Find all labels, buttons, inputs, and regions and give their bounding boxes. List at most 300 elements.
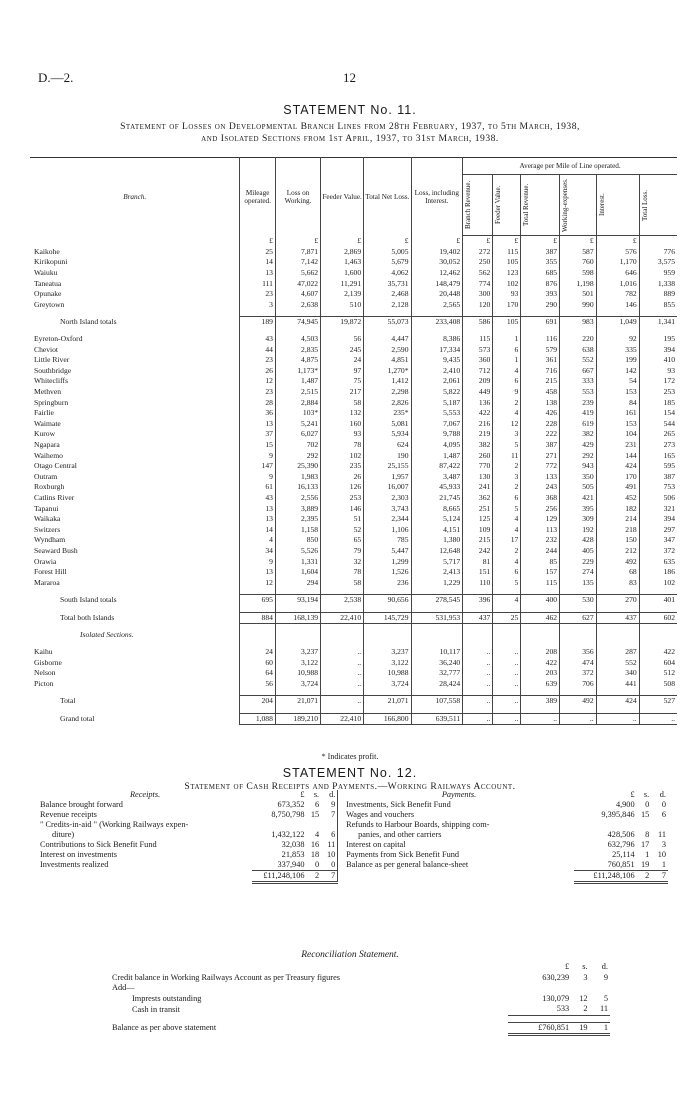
value-cell: 43: [240, 334, 276, 345]
payment-pounds: [574, 820, 637, 830]
value-cell: ..: [639, 713, 677, 725]
value-cell: 87,422: [411, 461, 463, 472]
value-cell: 889: [663, 289, 675, 299]
table-row: [30, 546, 677, 557]
branch-name: Waikaka: [30, 514, 240, 525]
value-cell: 55,073: [364, 317, 411, 328]
value-cell: 37: [240, 429, 276, 440]
value-cell: 81: [463, 556, 493, 567]
statement-12-subtitle: Statement of Cash Receipts and Payments.—Working Railways Account.: [184, 781, 516, 792]
value-cell: 251: [463, 503, 493, 514]
value-cell: 1,604: [275, 567, 320, 578]
payment-label: Wages and vouchers: [346, 810, 415, 819]
recon-total-pence: 1: [590, 1022, 610, 1035]
value-cell: [463, 630, 493, 641]
recon-pounds: 630,239: [542, 972, 570, 982]
value-cell: 4: [240, 535, 276, 546]
value-cell: 56: [321, 334, 364, 345]
payment-shillings: 8: [645, 830, 650, 839]
value-cell: 1,049: [596, 317, 639, 328]
value-cell: 10,988: [364, 668, 411, 679]
value-cell: 79: [321, 546, 364, 557]
value-cell: 217: [321, 387, 364, 398]
value-cell: 126: [321, 482, 364, 493]
value-cell: ..: [493, 679, 521, 690]
value-cell: 1: [493, 334, 521, 345]
value-cell: 943: [560, 461, 597, 472]
table-row: [30, 397, 677, 408]
value-cell: 278,545: [411, 595, 463, 606]
value-cell: 253: [321, 493, 364, 504]
value-cell: 5,241: [275, 419, 320, 430]
value-cell: 410: [663, 355, 675, 365]
value-cell: [521, 630, 560, 641]
value-cell: 4: [493, 556, 521, 567]
payment-pence: 10: [657, 850, 666, 859]
value-cell: 990: [560, 300, 597, 311]
value-cell: 1,106: [364, 524, 411, 535]
value-cell: 2,061: [411, 376, 463, 387]
value-cell: 102: [493, 278, 521, 289]
value-cell: 1,487: [411, 450, 463, 461]
value-cell: 111: [240, 278, 276, 289]
recon-total-pounds: £760,851: [508, 1022, 571, 1035]
receipt-pounds: 21,853: [281, 850, 305, 859]
payment-pounds: 760,851: [607, 860, 635, 869]
payment-pence: 7: [651, 871, 668, 883]
value-cell: 54: [596, 376, 639, 387]
value-cell: 2,556: [275, 493, 320, 504]
value-cell: ..: [560, 713, 597, 725]
value-cell: 855: [663, 299, 675, 309]
value-cell: 706: [560, 679, 597, 690]
value-cell: 189: [240, 317, 276, 328]
value-cell: 760: [560, 257, 597, 268]
branch-name: Gisborne: [30, 657, 240, 668]
value-cell: 21,745: [411, 493, 463, 504]
payment-pence: 1: [661, 860, 666, 869]
statement-11-title: STATEMENT No. 11.: [283, 103, 417, 117]
value-cell: 208: [521, 647, 560, 658]
value-cell: [411, 630, 463, 641]
value-cell: [493, 630, 521, 641]
value-cell: 85: [521, 556, 560, 567]
reconciliation-title: Reconciliation Statement.: [301, 950, 399, 960]
value-cell: 1,957: [364, 471, 411, 482]
recon-pence: 5: [603, 993, 608, 1003]
value-cell: 3,724: [275, 679, 320, 690]
value-cell: 10,117: [411, 647, 463, 658]
lsd-pence: d.: [601, 962, 608, 972]
value-cell: 65: [321, 535, 364, 546]
value-cell: 401: [639, 595, 677, 606]
header-total-loss: Total Loss.: [640, 189, 649, 221]
value-cell: 389: [521, 696, 560, 707]
value-cell: 90,656: [364, 595, 411, 606]
value-cell: ..: [493, 657, 521, 668]
value-cell: 107,558: [411, 696, 463, 707]
branch-name: Outram: [30, 471, 240, 482]
value-cell: 93: [493, 289, 521, 300]
value-cell: [364, 630, 411, 641]
isolated-heading-row: [30, 630, 677, 641]
value-cell: 292: [560, 450, 597, 461]
table-row: [30, 344, 677, 355]
value-cell: 220: [560, 334, 597, 345]
branch-name: Otago Central: [30, 461, 240, 472]
receipt-pounds: 1,432,122: [271, 830, 305, 839]
value-cell: 273: [663, 439, 675, 449]
value-cell: 3: [493, 429, 521, 440]
value-cell: 190: [364, 450, 411, 461]
value-cell: 256: [521, 503, 560, 514]
value-cell: 5,447: [364, 546, 411, 557]
lsd-shillings: s.: [582, 962, 588, 972]
value-cell: 14: [240, 524, 276, 535]
value-cell: 4,607: [275, 289, 320, 300]
value-cell: 265: [663, 429, 675, 439]
cash-row: [38, 830, 668, 840]
value-cell: 56: [240, 679, 276, 690]
value-cell: 505: [560, 482, 597, 493]
value-cell: ..: [463, 657, 493, 668]
value-cell: 1,229: [411, 577, 463, 588]
value-cell: 228: [521, 419, 560, 430]
value-cell: 6: [493, 344, 521, 355]
value-cell: [321, 630, 364, 641]
value-cell: 36,240: [411, 657, 463, 668]
value-cell: 28: [240, 397, 276, 408]
value-cell: 4: [493, 514, 521, 525]
receipt-pence: 6: [331, 830, 336, 839]
branch-name: Kaikohe: [30, 247, 240, 258]
table-row: [30, 647, 677, 658]
value-cell: 362: [463, 493, 493, 504]
value-cell: 25: [493, 612, 521, 624]
value-cell: 25: [240, 247, 276, 258]
recon-shillings: [571, 983, 589, 994]
value-cell: 161: [596, 408, 639, 419]
spacer-row: [110, 1015, 610, 1022]
value-cell: 6: [493, 376, 521, 387]
value-cell: 4: [493, 408, 521, 419]
both-islands-total-row: [30, 612, 677, 624]
value-cell: 165: [663, 450, 675, 460]
value-cell: 3,743: [364, 503, 411, 514]
cash-row: [38, 810, 668, 820]
value-cell: 102: [321, 450, 364, 461]
receipt-pence: 0: [331, 860, 336, 869]
header-loss-working: Loss on Working.: [275, 158, 320, 236]
value-cell: 154: [663, 408, 675, 418]
receipt-pence: 9: [331, 800, 336, 809]
recon-row: [110, 994, 610, 1005]
table-row: [30, 450, 677, 461]
value-cell: 157: [521, 567, 560, 578]
value-cell: 244: [521, 546, 560, 557]
value-cell: ..: [321, 647, 364, 658]
header-average-group: Average per Mile of Line operated.: [463, 158, 677, 175]
receipt-shillings: 0: [314, 860, 320, 869]
payment-label: Payments from Sick Benefit Fund: [346, 850, 460, 859]
value-cell: 192: [560, 524, 597, 535]
value-cell: 2,590: [364, 344, 411, 355]
value-cell: 4,875: [275, 355, 320, 366]
header-total-net-loss: Total Net Loss.: [364, 158, 411, 236]
value-cell: 646: [596, 268, 639, 279]
value-cell: 195: [663, 334, 675, 344]
payment-label: Investments, Sick Benefit Fund: [346, 800, 451, 809]
table-row: [30, 556, 677, 567]
value-cell: 2,638: [275, 300, 320, 311]
recon-label: [110, 962, 508, 973]
value-cell: 492: [596, 556, 639, 567]
value-cell: 130: [463, 471, 493, 482]
value-cell: 75: [321, 376, 364, 387]
payment-shillings: 19: [640, 860, 650, 869]
payment-shillings: 15: [640, 810, 650, 819]
header-loss-interest: Loss, including Interest.: [411, 158, 463, 236]
payment-pounds: 4,900: [615, 800, 635, 809]
value-cell: 2,869: [321, 247, 364, 258]
recon-row: [110, 983, 610, 994]
value-cell: 4,503: [275, 334, 320, 345]
value-cell: 2,538: [321, 595, 364, 606]
value-cell: 144: [596, 450, 639, 461]
value-cell: 300: [463, 289, 493, 300]
branch-name: Grand total: [30, 713, 240, 725]
value-cell: 712: [463, 366, 493, 377]
value-cell: 2,139: [321, 289, 364, 300]
value-cell: 204: [240, 696, 276, 707]
payment-pounds: 9,395,846: [601, 810, 635, 819]
value-cell: 3,575: [657, 257, 675, 267]
value-cell: 243: [521, 482, 560, 493]
value-cell: 667: [560, 366, 597, 377]
value-cell: ..: [463, 668, 493, 679]
value-cell: 387: [521, 440, 560, 451]
receipt-pounds: 337,940: [277, 860, 305, 869]
value-cell: 638: [560, 344, 597, 355]
value-cell: 1,380: [411, 535, 463, 546]
value-cell: 84: [596, 397, 639, 408]
payment-shillings: 2: [637, 871, 652, 883]
value-cell: 250: [463, 257, 493, 268]
value-cell: 147: [240, 461, 276, 472]
value-cell: 151: [463, 567, 493, 578]
value-cell: 64: [240, 668, 276, 679]
value-cell: 105: [493, 257, 521, 268]
value-cell: 785: [364, 535, 411, 546]
value-cell: 422: [663, 647, 675, 657]
table-row: [30, 679, 677, 690]
cash-row: [38, 840, 668, 850]
receipt-pence: [321, 820, 338, 830]
value-cell: 6,027: [275, 429, 320, 440]
recon-total-label: Balance as per above statement: [112, 1023, 217, 1033]
value-cell: 172: [663, 376, 675, 386]
value-cell: 850: [275, 535, 320, 546]
value-cell: 2,468: [364, 289, 411, 300]
value-cell: 7,142: [275, 257, 320, 268]
value-cell: 4,447: [364, 334, 411, 345]
value-cell: 115: [493, 247, 521, 258]
value-cell: 530: [560, 595, 597, 606]
value-cell: ..: [493, 696, 521, 707]
value-cell: 604: [663, 657, 675, 667]
branch-name: Mararoa: [30, 577, 240, 588]
currency-symbol: £: [321, 236, 364, 247]
value-cell: 449: [463, 387, 493, 398]
value-cell: ..: [463, 713, 493, 725]
table-row: [30, 429, 677, 440]
value-cell: 102: [663, 577, 675, 587]
value-cell: 145,729: [364, 612, 411, 624]
subtitle-line-1: Statement of Losses on Developmental Branch Lines from 28th February, 1937, to 5th March, 1938,: [120, 121, 580, 132]
value-cell: 2,826: [364, 397, 411, 408]
value-cell: 22,410: [321, 713, 364, 725]
payment-pounds: 25,114: [612, 850, 635, 859]
value-cell: 426: [521, 408, 560, 419]
value-cell: ..: [321, 668, 364, 679]
value-cell: 14: [240, 257, 276, 268]
branch-name: Waimate: [30, 419, 240, 430]
value-cell: 753: [663, 482, 675, 492]
payment-shillings: [637, 820, 652, 830]
payment-label: [344, 871, 574, 883]
value-cell: 774: [463, 278, 493, 289]
value-cell: 553: [560, 387, 597, 398]
lsd-pounds: £: [630, 790, 635, 799]
table-row: [30, 668, 677, 679]
recon-pounds: [508, 983, 571, 994]
value-cell: 396: [463, 595, 493, 606]
branch-name: Southbridge: [30, 366, 240, 377]
value-cell: 691: [521, 317, 560, 328]
receipts-heading: Receipts.: [129, 790, 161, 799]
value-cell: 12: [240, 577, 276, 588]
receipt-pounds: £11,248,106: [252, 871, 306, 883]
value-cell: ..: [463, 696, 493, 707]
value-cell: 142: [596, 366, 639, 377]
receipt-label: Investments realized: [40, 860, 109, 870]
value-cell: 185: [663, 397, 675, 407]
value-cell: 103*: [275, 408, 320, 419]
cash-total-row: [38, 871, 668, 883]
receipt-shillings: 2: [307, 871, 322, 883]
value-cell: 23: [240, 289, 276, 300]
footnote-profit: * Indicates profit.: [321, 752, 379, 761]
value-cell: 387: [663, 471, 675, 481]
receipt-label: [38, 871, 252, 883]
value-cell: 3: [493, 471, 521, 482]
value-cell: 189,210: [275, 713, 320, 725]
table-row: [30, 567, 677, 578]
value-cell: 506: [663, 492, 675, 502]
value-cell: 120: [463, 300, 493, 311]
value-cell: 360: [463, 355, 493, 366]
value-cell: 510: [321, 300, 364, 311]
value-cell: 716: [521, 366, 560, 377]
currency-symbol: £: [493, 236, 521, 247]
value-cell: [240, 630, 276, 641]
value-cell: 271: [521, 450, 560, 461]
value-cell: 245: [321, 344, 364, 355]
receipt-shillings: 18: [310, 850, 320, 859]
value-cell: 125: [463, 514, 493, 525]
currency-symbol: [639, 236, 677, 247]
value-cell: 4: [493, 595, 521, 606]
value-cell: 93,194: [275, 595, 320, 606]
value-cell: 405: [560, 546, 597, 557]
value-cell: 17: [493, 535, 521, 546]
cash-row: [38, 800, 668, 810]
value-cell: 602: [639, 612, 677, 624]
value-cell: 13: [240, 567, 276, 578]
value-cell: 12,648: [411, 546, 463, 557]
header-mileage: Mileage operated.: [240, 158, 276, 236]
value-cell: 702: [275, 440, 320, 451]
value-cell: 1,526: [364, 567, 411, 578]
value-cell: 150: [596, 535, 639, 546]
value-cell: 5,822: [411, 387, 463, 398]
value-cell: 772: [521, 461, 560, 472]
value-cell: 595: [663, 461, 675, 471]
value-cell: 356: [560, 647, 597, 658]
value-cell: 93: [321, 429, 364, 440]
grand-total-row: [30, 713, 677, 725]
payment-shillings: 1: [645, 850, 650, 859]
value-cell: 4,062: [364, 268, 411, 279]
table-row: [30, 268, 677, 279]
value-cell: 552: [560, 355, 597, 366]
value-cell: 387: [521, 247, 560, 258]
isolated-total-row: [30, 696, 677, 707]
value-cell: 1,170: [596, 257, 639, 268]
value-cell: 160: [321, 419, 364, 430]
value-cell: 598: [560, 268, 597, 279]
value-cell: 5,187: [411, 397, 463, 408]
value-cell: 1,173*: [275, 366, 320, 377]
table-row: [30, 247, 677, 258]
value-cell: 132: [321, 408, 364, 419]
value-cell: 8,665: [411, 503, 463, 514]
value-cell: 531,953: [411, 612, 463, 624]
value-cell: 78: [321, 567, 364, 578]
value-cell: 382: [560, 429, 597, 440]
losses-table: [30, 157, 677, 725]
value-cell: 13: [240, 419, 276, 430]
value-cell: ..: [321, 657, 364, 668]
value-cell: ..: [463, 647, 493, 658]
value-cell: 129: [521, 514, 560, 525]
value-cell: 292: [275, 450, 320, 461]
value-cell: 11: [493, 450, 521, 461]
value-cell: 1,270*: [364, 366, 411, 377]
branch-name: Kirikopuni: [30, 257, 240, 268]
value-cell: 2,395: [275, 514, 320, 525]
value-cell: 335: [596, 344, 639, 355]
table-row: [30, 577, 677, 588]
value-cell: 97: [321, 366, 364, 377]
payment-pence: 6: [661, 810, 666, 819]
value-cell: 35,731: [364, 278, 411, 289]
value-cell: 340: [596, 668, 639, 679]
branch-name: Catlins River: [30, 493, 240, 504]
value-cell: 321: [663, 503, 675, 513]
value-cell: 123: [493, 268, 521, 279]
value-cell: 624: [364, 440, 411, 451]
